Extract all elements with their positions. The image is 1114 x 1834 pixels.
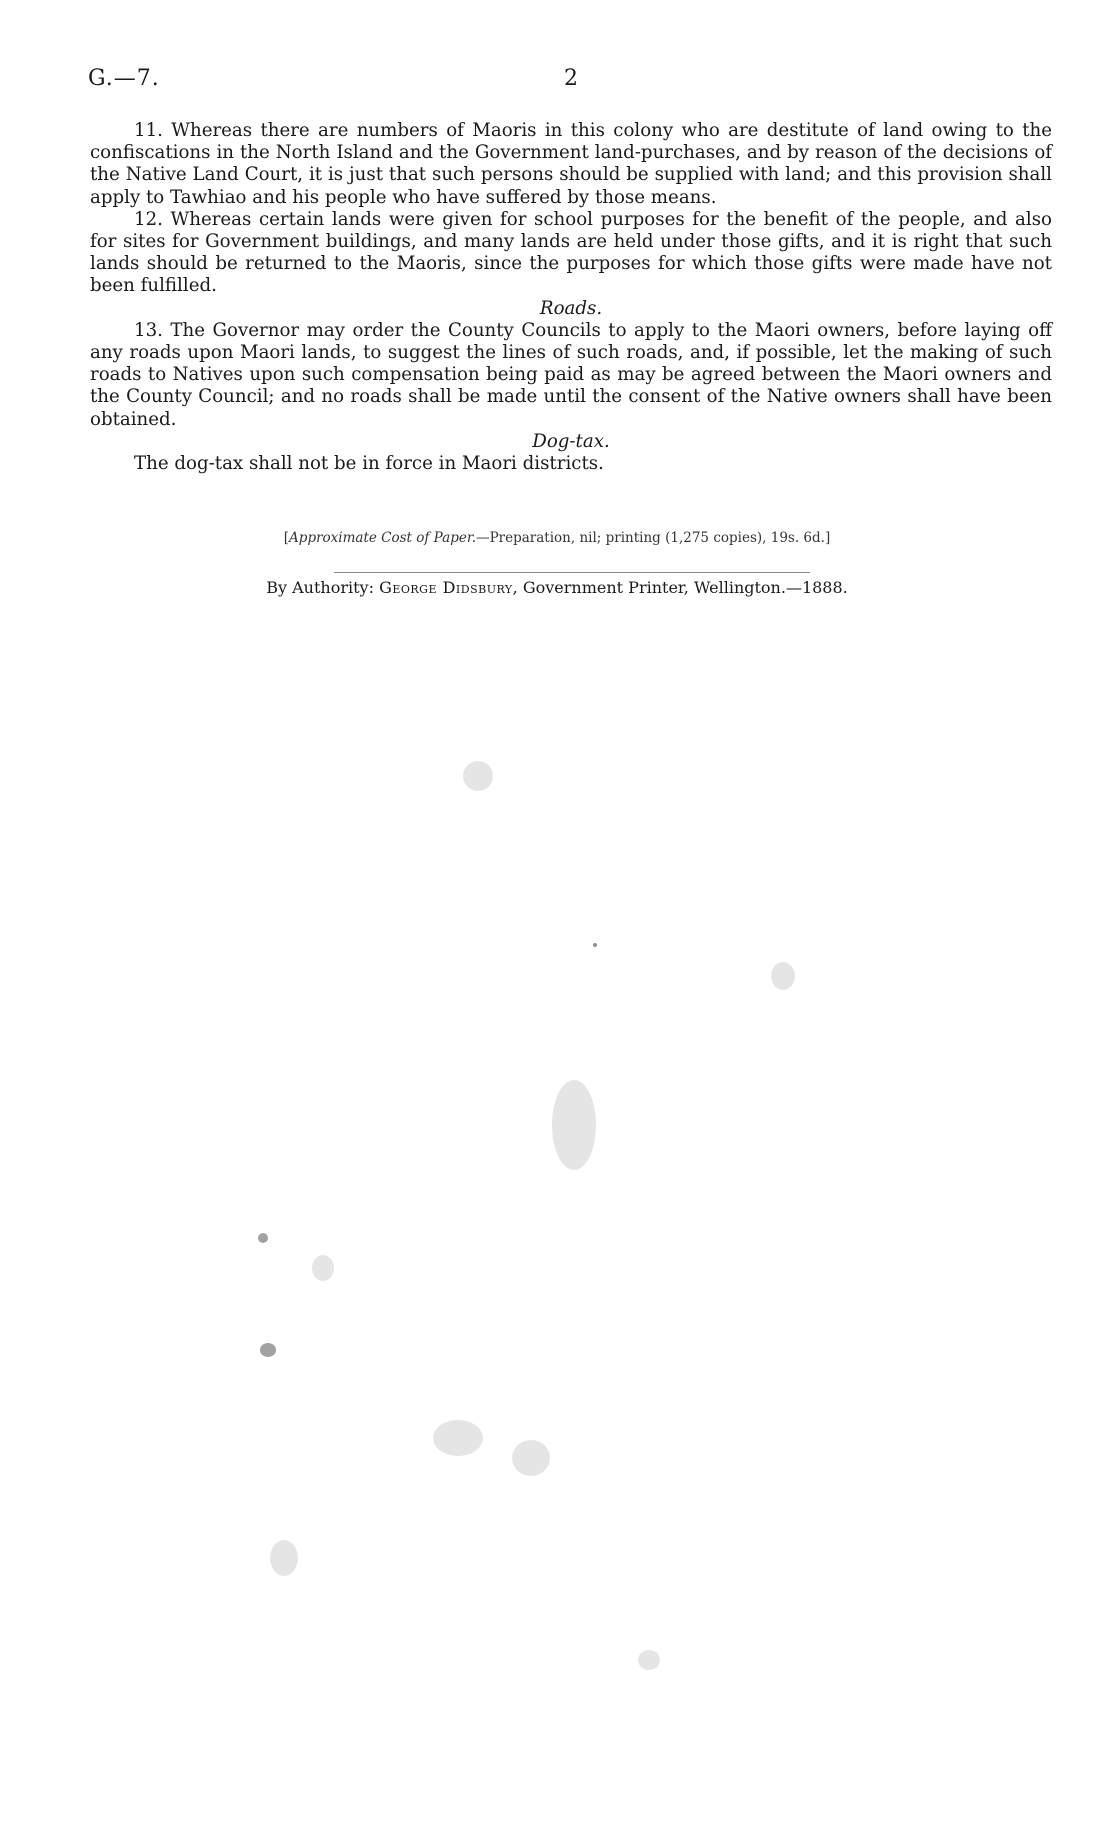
cost-label: Approximate Cost of Paper. xyxy=(289,530,477,546)
scan-speck xyxy=(552,1080,596,1170)
heading-roads: Roads. xyxy=(539,297,603,319)
footer-divider xyxy=(334,572,810,573)
scan-speck xyxy=(258,1233,268,1243)
page-number: 2 xyxy=(564,66,578,91)
scan-speck xyxy=(463,761,493,791)
scan-speck xyxy=(433,1420,483,1456)
scan-speck xyxy=(638,1650,660,1670)
authority-prefix: By Authority: xyxy=(266,578,380,597)
page-header xyxy=(88,66,1054,96)
scan-speck xyxy=(312,1255,334,1281)
authority-suffix: , Government Printer, Wellington.—1888. xyxy=(512,578,848,597)
scan-speck xyxy=(771,962,795,990)
heading-dog-tax: Dog-tax. xyxy=(532,430,610,452)
scan-speck xyxy=(260,1343,276,1357)
scan-speck xyxy=(512,1440,550,1476)
paragraph-13: 13. The Governor may order the County Councils to apply to the Maori owners, before laying off any roads upon Maori lands, to suggest the lines of such roads, and, if possible, let the making of such roads to Natives upon such compensation being paid as may be agreed between the Maori owners and the County Council; and no roads shall be made until the consent of the Native owners shall have been obtained. xyxy=(90,319,1052,430)
cost-detail: —Preparation, nil; printing (1,275 copies), 19s. 6d.] xyxy=(476,530,831,546)
printer-authority xyxy=(0,578,1114,597)
printing-cost-note xyxy=(0,530,1114,546)
paragraph-12: 12. Whereas certain lands were given for school purposes for the benefit of the people, and also for sites for Government buildings, and many lands are held under those gifts, and it is right that such lands should be returned to the Maoris, since the purposes for which those gifts were made have not been fulfilled. xyxy=(90,208,1052,297)
cost-open-bracket: [ xyxy=(283,530,290,546)
scan-speck xyxy=(593,943,597,947)
paragraph-dog-tax: The dog-tax shall not be in force in Maori districts. xyxy=(134,453,604,475)
paragraph-11: 11. Whereas there are numbers of Maoris in this colony who are destitute of land owing to the confiscations in the North Island and the Government land-purchases, and by reason of the decisions of the Native Land Court, it is just that such persons should be supplied with land; and this provision shall apply to Tawhiao and his people who have suffered by those means. xyxy=(90,120,1052,208)
body-text xyxy=(90,120,1052,475)
scan-speck xyxy=(270,1540,298,1576)
document-reference: G.—7. xyxy=(88,66,160,91)
printer-name: George Didsbury xyxy=(379,578,513,597)
